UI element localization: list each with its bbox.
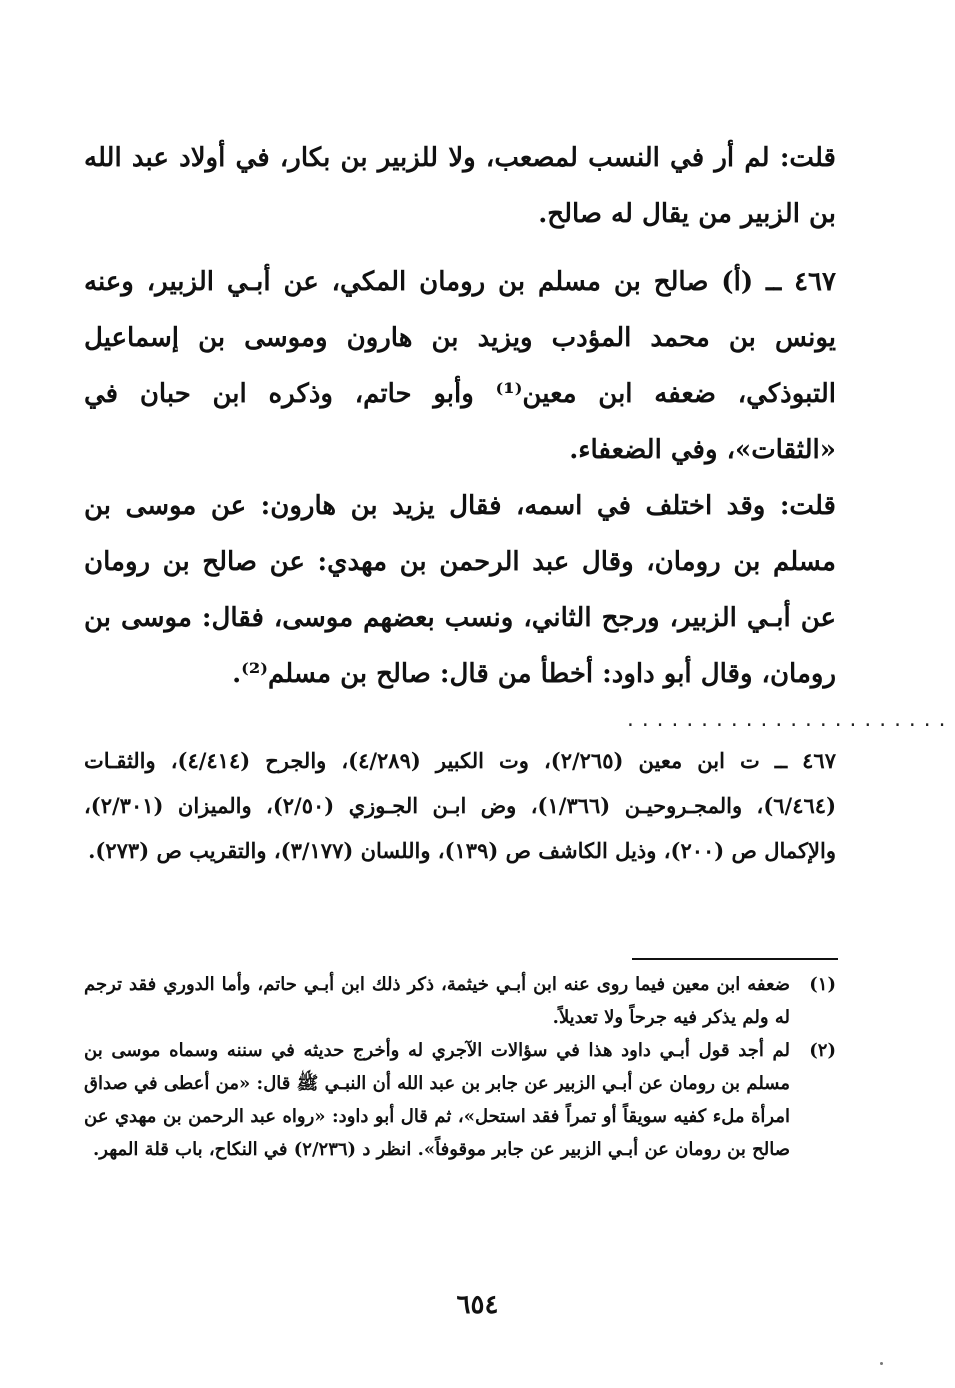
footnote-text: لم أجد قول أبـي داود هذا في سؤالات الآجري له وأخرج حديثه في سننه وسماه موسى بن مسلم بن رومان عن أبـي الزبير عن جابر بن عبد الله أن النبـي ﷺ قال: «من أعطى في صداق امرأة ملء كفيه سويقاً أو تمراً فقد استحل»، ثم قال أبو داود: «رواه عبد الرحمن بن مهدي عن صالح بن رومان عن أبـي الزبير عن جابر موقوفاً». انظر د (٢/٢٣٦) في النكاح، باب قلة المهر. <box>84 1040 790 1160</box>
paragraph-author-note-2: قلت: وقد اختلف في اسمه، فقال يزيد بن هارون: عن موسى بن مسلم بن رومان، وقال عبد الرحمن بن مهدي: عن صالح بن رومان عن أبـي الزبير، ورجح الثاني، ونسب بعضهم موسى، فقال: موسى بن رومان، وقال أبو داود: أخطأ من قال: صالح بن مسلم⁽²⁾. <box>84 491 836 689</box>
dotted-separator: ...................... <box>625 710 952 731</box>
page-number: ٦٥٤ <box>456 1290 499 1320</box>
footnotes <box>84 968 836 1166</box>
footnote-rule <box>632 958 838 960</box>
paragraph-author-note-1: قلت: لم أر في النسب لمصعب، ولا للزبير بن بكار، في أولاد عبد الله بن الزبير من يقال له صالح. <box>84 143 836 229</box>
footnote-text: ضعفه ابن معين فيما روى عنه ابن أبـي خيثمة، ذكر ذلك ابن أبـي حاتم، وأما الدوري فقد ترجم له ولم يذكر فيه جرحاً ولا تعديلاً. <box>84 974 790 1028</box>
footnote-number: (١) <box>809 974 836 995</box>
scan-speck <box>880 1362 883 1365</box>
footnote-2 <box>84 1034 836 1166</box>
paragraph-entry-467: ٤٦٧ ــ (أ) صالح بن مسلم بن رومان المكي، عن أبـي الزبير، وعنه يونس بن محمد المؤدب ويزيد بن هارون وموسى بن إسماعيل التبوذكي، ضعفه ابن معين⁽¹⁾ وأبو حاتم، وذكره ابن حبان في «الثقات»، وفي الضعفاء. <box>84 267 836 465</box>
footnote-1 <box>84 968 836 1034</box>
footnote-number: (٢) <box>809 1040 836 1061</box>
source-references: ٤٦٧ ــ ت ابن معين (٢/٢٦٥)، وت الكبير (٤/٢٨٩)، والجرح (٤/٤١٤)، والثقـات (٦/٤٦٤)، والمجـروحيـن (١/٣٦٦)، وض ابـن الجـوزي (٢/٥٠)، والميزان (٢/٣٠١)، والإكمال ص (٢٠٠)، وذيل الكاشف ص (١٣٩)، واللسان (٣/١٧٧)، والتقريب ص (٢٧٣). <box>84 748 837 863</box>
